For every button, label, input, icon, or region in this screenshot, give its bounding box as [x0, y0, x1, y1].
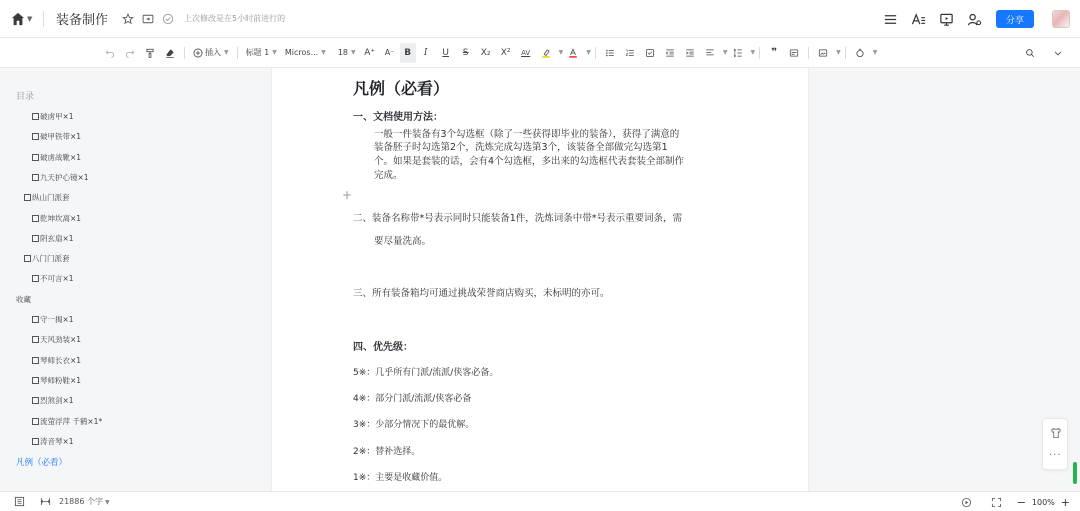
checkbox-icon	[32, 235, 39, 242]
superscript-icon[interactable]: X²	[500, 47, 511, 58]
section-3-text[interactable]: 三、所有装备箱均可通过挑战荣誉商店购买，未标明的亦可。	[353, 288, 610, 299]
chevron-down-icon: ▼	[836, 49, 841, 56]
collaborator-icon[interactable]	[966, 11, 982, 27]
ordered-list-icon[interactable]	[620, 43, 640, 63]
chevron-down-icon: ▼	[272, 49, 277, 56]
section-1-title[interactable]: 一、文档使用方法：	[353, 112, 443, 123]
divider	[43, 11, 44, 27]
toc-item-label: 不可言×1	[40, 274, 74, 284]
toc-item-label: 琴师长衣×1	[40, 355, 82, 365]
home-button[interactable]	[11, 12, 35, 26]
checkbox-icon	[24, 194, 31, 201]
toc-item[interactable]	[32, 172, 89, 183]
checklist-icon[interactable]	[640, 43, 660, 63]
section-4-title[interactable]: 四、优先级：	[353, 342, 413, 353]
section-2-line[interactable]: 二、装备名称带*号表示同时只能装备1件，洗炼词条中带*号表示重要词条，需	[353, 213, 683, 224]
toc-item[interactable]	[16, 456, 67, 468]
toc-item-label: 涛音琴×1	[40, 436, 74, 446]
subscript-icon[interactable]: X₂	[480, 47, 491, 58]
last-edit-status: 上次修改是在5小时前进行的	[184, 14, 286, 23]
toc-item-label: 琴师粉鞋×1	[40, 375, 82, 385]
toc-item[interactable]	[24, 253, 70, 264]
heading-select[interactable]	[242, 43, 281, 63]
toc-item[interactable]	[32, 395, 74, 406]
collapse-icon[interactable]	[1048, 43, 1068, 63]
table-of-contents	[0, 68, 200, 491]
divider	[595, 47, 596, 59]
checkbox-icon	[32, 133, 39, 140]
code-block-icon[interactable]	[784, 43, 804, 63]
toc-item[interactable]	[32, 375, 81, 386]
toc-item-label: 凡例（必看）	[16, 458, 68, 469]
toc-item-label: 八门门派套	[32, 254, 70, 264]
toc-item-label: 流萤浮萍 千鹤×1*	[40, 416, 103, 426]
toc-item[interactable]	[32, 416, 102, 427]
italic-icon[interactable]: I	[423, 47, 428, 58]
scroll-indicator[interactable]	[1073, 462, 1077, 484]
priority-line[interactable]: 4※：部分门派/流派/侠客必备	[353, 394, 472, 404]
toc-title: 目录	[16, 92, 35, 102]
checkbox-icon	[32, 377, 39, 384]
search-icon[interactable]	[1020, 43, 1040, 63]
share-button[interactable]: 分享	[996, 10, 1034, 28]
document-title[interactable]: 装备制作	[56, 13, 109, 28]
clear-format-icon[interactable]	[160, 43, 180, 63]
font-color-icon[interactable]	[563, 43, 583, 63]
bold-icon[interactable]: B	[400, 43, 416, 63]
menu-icon[interactable]	[882, 11, 898, 27]
undo-icon[interactable]	[100, 43, 120, 63]
divider	[808, 47, 809, 59]
chevron-down-icon: ▼	[224, 49, 229, 56]
outline-toggle-icon[interactable]	[13, 496, 25, 508]
shirt-icon[interactable]	[1050, 427, 1062, 439]
divider	[237, 47, 238, 59]
checkbox-icon	[32, 418, 39, 425]
page-width-icon[interactable]	[39, 496, 51, 508]
chevron-down-icon: ▼	[351, 49, 356, 56]
divider	[184, 47, 185, 59]
increase-font-icon[interactable]: A⁺	[364, 47, 376, 58]
toc-item[interactable]	[32, 355, 81, 366]
toc-item[interactable]	[32, 213, 81, 224]
zoom-level[interactable]: 100%	[1031, 497, 1055, 507]
line-height-icon[interactable]	[728, 43, 748, 63]
checkbox-icon	[32, 336, 39, 343]
star-icon[interactable]	[120, 11, 136, 27]
plus-circle-icon	[193, 48, 203, 58]
priority-line[interactable]: 2※：替补选择。	[353, 447, 421, 457]
section-2-line[interactable]: 要尽量洗高。	[374, 236, 432, 247]
toc-item[interactable]	[32, 314, 74, 325]
document-heading[interactable]: 凡例（必看）	[353, 79, 450, 98]
checkbox-icon	[32, 174, 39, 181]
play-icon[interactable]	[961, 496, 973, 508]
add-block-icon[interactable]: +	[342, 188, 353, 202]
bullet-list-icon[interactable]	[600, 43, 620, 63]
priority-line[interactable]: 3※：少部分情况下的最优解。	[353, 420, 475, 430]
toc-item[interactable]	[24, 192, 70, 203]
checkbox-icon	[24, 255, 31, 262]
divider	[845, 47, 846, 59]
toc-item[interactable]	[32, 334, 81, 345]
checkbox-icon	[32, 316, 39, 323]
checkbox-icon	[32, 275, 39, 282]
toc-item-label: 破虏战靴×1	[40, 152, 82, 162]
toc-item[interactable]	[32, 273, 74, 284]
checkbox-icon	[32, 215, 39, 222]
text-style-icon[interactable]	[910, 11, 926, 27]
toc-item-label: 天风劲装×1	[40, 335, 82, 345]
underline-icon[interactable]: U	[442, 47, 449, 58]
section-1-line[interactable]: 装备胚子时勾选第2个，洗炼完成勾选第3个，该装备全部做完勾选第1	[374, 142, 668, 153]
formatting-toolbar	[0, 38, 1080, 68]
font-size-select[interactable]	[334, 43, 360, 63]
toc-item[interactable]	[32, 131, 81, 142]
toc-item[interactable]	[32, 152, 81, 163]
chevron-down-icon: ▼	[321, 49, 326, 56]
document-canvas[interactable]	[271, 68, 809, 491]
toc-item[interactable]	[16, 294, 31, 305]
indent-decrease-icon[interactable]	[660, 43, 680, 63]
highlight-icon[interactable]	[536, 43, 556, 63]
heading-select-label: 标题 1	[245, 48, 270, 57]
floating-tools	[1042, 418, 1068, 470]
toc-item[interactable]	[32, 111, 74, 122]
image-icon[interactable]	[813, 43, 833, 63]
word-count-label: 21886 个字	[59, 497, 103, 506]
toc-item-label: 烈煞剑×1	[40, 396, 74, 406]
divider	[759, 47, 760, 59]
move-folder-icon[interactable]	[140, 11, 156, 27]
fullscreen-icon[interactable]	[991, 496, 1003, 508]
priority-line[interactable]: 1※：主要是收藏价值。	[353, 473, 448, 483]
toc-item-label: 乾坤坎离×1	[40, 213, 82, 223]
insert-menu[interactable]	[189, 43, 233, 63]
toc-item[interactable]	[32, 233, 74, 244]
chevron-down-icon: ▼	[872, 49, 878, 56]
zoom-in-button[interactable]: +	[1060, 495, 1070, 509]
toc-item-label: 收藏	[16, 294, 31, 304]
priority-line[interactable]: 5※：几乎所有门派/流派/侠客必备。	[353, 368, 499, 378]
top-header	[0, 0, 1080, 38]
saved-check-icon	[160, 11, 176, 27]
toc-item-label: 阴玄扇×1	[40, 233, 74, 243]
toc-item-label: 九天护心镜×1	[40, 172, 89, 182]
format-painter-icon[interactable]	[140, 43, 160, 63]
checkbox-icon	[32, 438, 39, 445]
section-1-line[interactable]: 一般一件装备有3个勾选框（除了一些获得即毕业的装备），获得了满意的	[374, 129, 680, 140]
chevron-down-icon: ▼	[27, 14, 33, 23]
chevron-down-icon: ▼	[558, 49, 564, 56]
section-1-line[interactable]: 完成。	[374, 170, 403, 181]
font-select-label: Micros...	[284, 48, 319, 57]
word-count[interactable]: 21886 个字 ▼	[59, 497, 110, 506]
checkbox-icon	[32, 357, 39, 364]
checkbox-icon	[32, 154, 39, 161]
zoom-out-button[interactable]: −	[1016, 495, 1026, 509]
letter-spacing-icon[interactable]: AV	[521, 48, 531, 57]
quote-icon[interactable]: ❞	[771, 47, 778, 58]
decrease-font-icon[interactable]: A⁻	[384, 48, 395, 57]
status-bar	[0, 491, 1080, 511]
avatar[interactable]	[1052, 10, 1070, 28]
align-icon[interactable]	[700, 43, 720, 63]
indent-increase-icon[interactable]	[680, 43, 700, 63]
chevron-down-icon: ▼	[586, 49, 591, 56]
strikethrough-icon[interactable]: S	[462, 47, 469, 58]
toc-item-label: 纵山门派套	[32, 193, 70, 203]
font-select[interactable]	[281, 43, 330, 63]
more-tools-icon[interactable]	[850, 43, 870, 63]
checkbox-icon	[32, 397, 39, 404]
chevron-down-icon: ▼	[722, 49, 728, 56]
redo-icon[interactable]	[120, 43, 140, 63]
toc-item-label: 破虏甲×1	[40, 112, 74, 121]
checkbox-icon	[32, 113, 39, 120]
home-icon	[11, 12, 25, 26]
toc-item-label: 破甲铁带×1	[40, 132, 82, 142]
toc-item[interactable]	[32, 436, 74, 447]
insert-label: 插入	[205, 48, 221, 57]
chevron-down-icon: ▼	[750, 49, 756, 56]
more-icon[interactable]: ···	[1049, 450, 1062, 461]
font-size-label: 18	[337, 48, 349, 57]
presentation-icon[interactable]	[938, 11, 954, 27]
section-1-line[interactable]: 个。如果是套装的话，会有4个勾选框，多出来的勾选框代表套装全部制作	[374, 156, 685, 167]
toc-item-label: 守一揭×1	[40, 315, 74, 324]
